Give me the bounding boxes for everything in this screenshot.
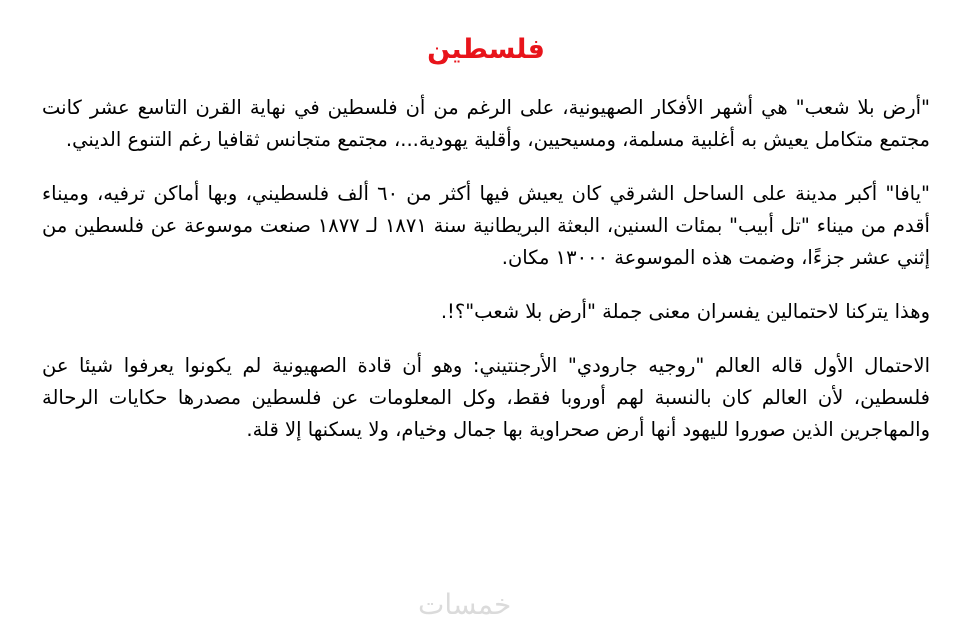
paragraph-1: "أرض بلا شعب" هي أشهر الأفكار الصهيونية، على الرغم من أن فلسطين في نهاية القرن التاسع عشر كانت مجتمع متكامل يعيش به أغلبية مسلمة، ومسيحيين، وأقلية يهودية...، مجتمع متجانس ثقافيا رغم التنوع الديني. <box>42 96 930 151</box>
paragraph-2: "يافا" أكبر مدينة على الساحل الشرقي كان يعيش فيها أكثر من ٦٠ ألف فلسطيني، وبها أماكن ترفيه، وميناء أقدم من ميناء "تل أبيب" بمئات السنين، البعثة البريطانية سنة ١٨٧١ لـ ١٨٧٧ صنعت موسوعة عن فلسطين من إثني عشر جزءًا، وضمت هذه الموسوعة ١٣٠٠٠ مكان. <box>42 182 930 269</box>
page-title: فلسطين <box>427 34 545 65</box>
paragraph-4: الاحتمال الأول قاله العالم "روجيه جارودي" الأرجنتيني: وهو أن قادة الصهيونية لم يكونوا يعرفوا شيئا عن فلسطين، لأن العالم كان بالنسبة لهم أوروبا فقط، وكل المعلومات عن فلسطين مصدرها حكايات الرحالة والمهاجرين الذين صوروا لليهود أنها أرض صحراوية بها جمال وخيام، ولا يسكنها إلا قلة. <box>42 354 930 441</box>
paragraph-3: وهذا يتركنا لاحتمالين يفسران معنى جملة "أرض بلا شعب"؟!. <box>440 300 930 323</box>
article <box>42 30 930 468</box>
watermark-logo: خمسات <box>418 588 512 621</box>
